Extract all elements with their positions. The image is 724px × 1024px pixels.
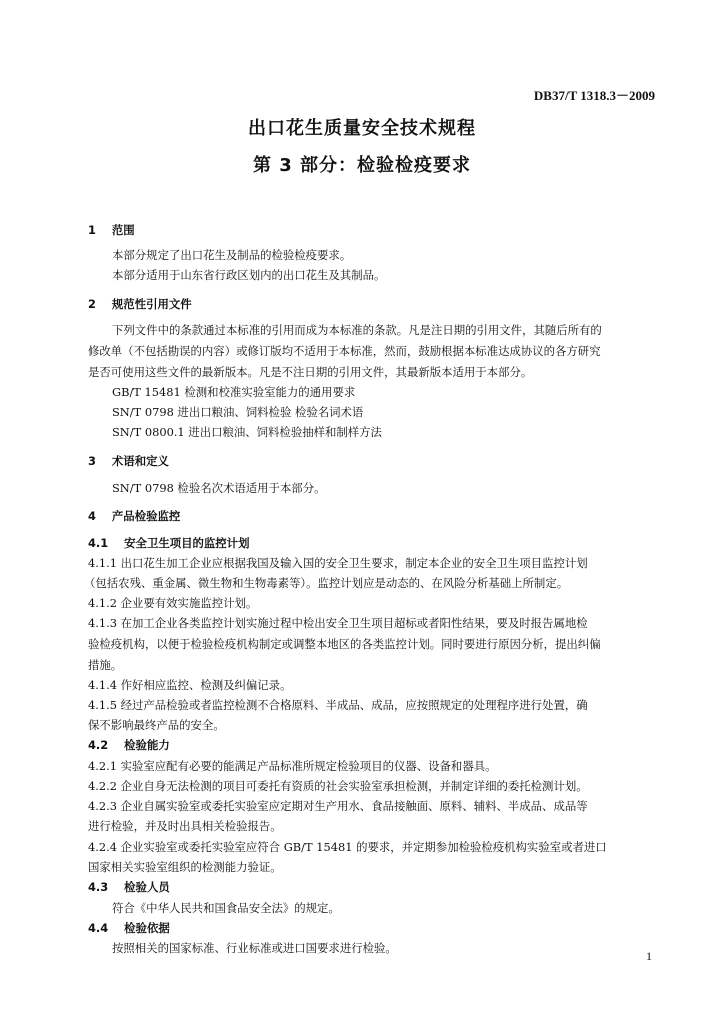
section-3-heading: [88, 453, 724, 469]
subsection-4-3-heading: [88, 879, 724, 895]
section-1-heading: [88, 222, 724, 238]
section-title: 产品检验监控: [111, 509, 181, 523]
subsection-title: 检验能力: [124, 738, 170, 752]
clause-continuation: 保不影响最终产品的安全。: [88, 718, 225, 732]
section-2-heading: [88, 296, 724, 312]
subsection-title: 检验人员: [124, 880, 170, 894]
standard-code: DB37/T 1318.3－2009: [533, 88, 655, 103]
section-number: 3: [88, 454, 96, 468]
clause-continuation: 国家相关实验室组织的检测能力验证。: [88, 860, 282, 874]
section-title: 规范性引用文件: [111, 297, 192, 311]
clause-4-1-1: 4.1.1 出口花生加工企业应根据我国及输入国的安全卫生要求，制定本企业的安全卫生项目监控计划: [88, 556, 588, 570]
page-number: 1: [646, 949, 652, 963]
paragraph: 下列文件中的条款通过本标准的引用而成为本标准的条款。凡是注日期的引用文件，其随后所有的: [112, 323, 602, 337]
subsection-number: 4.3: [88, 880, 109, 894]
subsection-number: 4.4: [88, 921, 109, 935]
subsection-title: 检验依据: [124, 921, 170, 935]
section-title: 范围: [111, 223, 135, 237]
subsection-title: 安全卫生项目的监控计划: [124, 536, 250, 550]
subsection-number: 4.1: [88, 536, 109, 550]
paragraph: 按照相关的国家标准、行业标准或进口国要求进行检验。: [112, 941, 397, 955]
clause-4-2-3: 4.2.3 企业自属实验室或委托实验室应定期对生产用水、食品接触面、原料、辅料、半成品、成品等: [88, 799, 588, 813]
subsection-4-2-heading: [88, 737, 724, 753]
paragraph: SN/T 0798 检验名次术语适用于本部分。: [112, 481, 326, 495]
clause-4-2-2: 4.2.2 企业自身无法检测的项目可委托有资质的社会实验室承担检测，并制定详细的委托检测计划。: [88, 779, 588, 793]
subsection-number: 4.2: [88, 738, 109, 752]
section-4-heading: [88, 508, 724, 524]
subsection-4-1-heading: [88, 535, 724, 551]
clause-continuation: 进行检验，并及时出具相关检验报告。: [88, 819, 282, 833]
paragraph: 符合《中华人民共和国食品安全法》的规定。: [112, 901, 340, 915]
section-number: 4: [88, 509, 96, 523]
paragraph: 修改单（不包括勘误的内容）或修订版均不适用于本标准，然而，鼓励根据本标准达成协议的各方研究: [88, 344, 601, 358]
reference-item: SN/T 0800.1 进出口粮油、饲料检验抽样和制样方法: [112, 425, 382, 439]
clause-4-2-4: 4.2.4 企业实验室或委托实验室应符合 GB/T 15481 的要求，并定期参加检验检疫机构实验室或者进口: [88, 840, 607, 854]
clause-4-1-3: 4.1.3 在加工企业各类监控计划实施过程中检出安全卫生项目超标或者阳性结果，要及时报告属地检: [88, 616, 588, 630]
clause-4-1-2: 4.1.2 企业要有效实施监控计划。: [88, 596, 258, 610]
clause-4-2-1: 4.2.1 实验室应配有必要的能满足产品标准所规定检验项目的仪器、设备和器具。: [88, 759, 497, 773]
clause-4-1-5: 4.1.5 经过产品检验或者监控检测不合格原料、半成品、成品，应按照规定的处理程序进行处置，确: [88, 698, 588, 712]
clause-continuation: 验检疫机构，以便于检验检疫机构制定或调整本地区的各类监控计划。同时要进行原因分析，提出纠偏: [88, 637, 601, 651]
clause-continuation: （包括农残、重金属、微生物和生物毒素等）。监控计划应是动态的、在风险分析基础上所制定。: [84, 576, 569, 590]
document-subtitle: 第 3 部分：检验检疫要求: [252, 155, 472, 176]
paragraph: 本部分适用于山东省行政区划内的出口花生及其制品。: [112, 268, 386, 282]
clause-4-1-4: 4.1.4 作好相应监控、检测及纠偏记录。: [88, 678, 292, 692]
paragraph: 本部分规定了出口花生及制品的检验检疫要求。: [112, 248, 352, 262]
section-number: 1: [88, 223, 96, 237]
paragraph: 是否可使用这些文件的最新版本。凡是不注日期的引用文件，其最新版本适用于本部分。: [88, 365, 533, 379]
clause-continuation: 措施。: [88, 658, 123, 672]
subsection-4-4-heading: [88, 920, 724, 936]
reference-item: SN/T 0798 进出口粮油、饲料检验 检验名词术语: [112, 405, 364, 419]
section-title: 术语和定义: [111, 454, 169, 468]
section-number: 2: [88, 297, 96, 311]
reference-item: GB/T 15481 检测和校准实验室能力的通用要求: [112, 385, 356, 399]
document-title: 出口花生质量安全技术规程: [248, 118, 476, 139]
